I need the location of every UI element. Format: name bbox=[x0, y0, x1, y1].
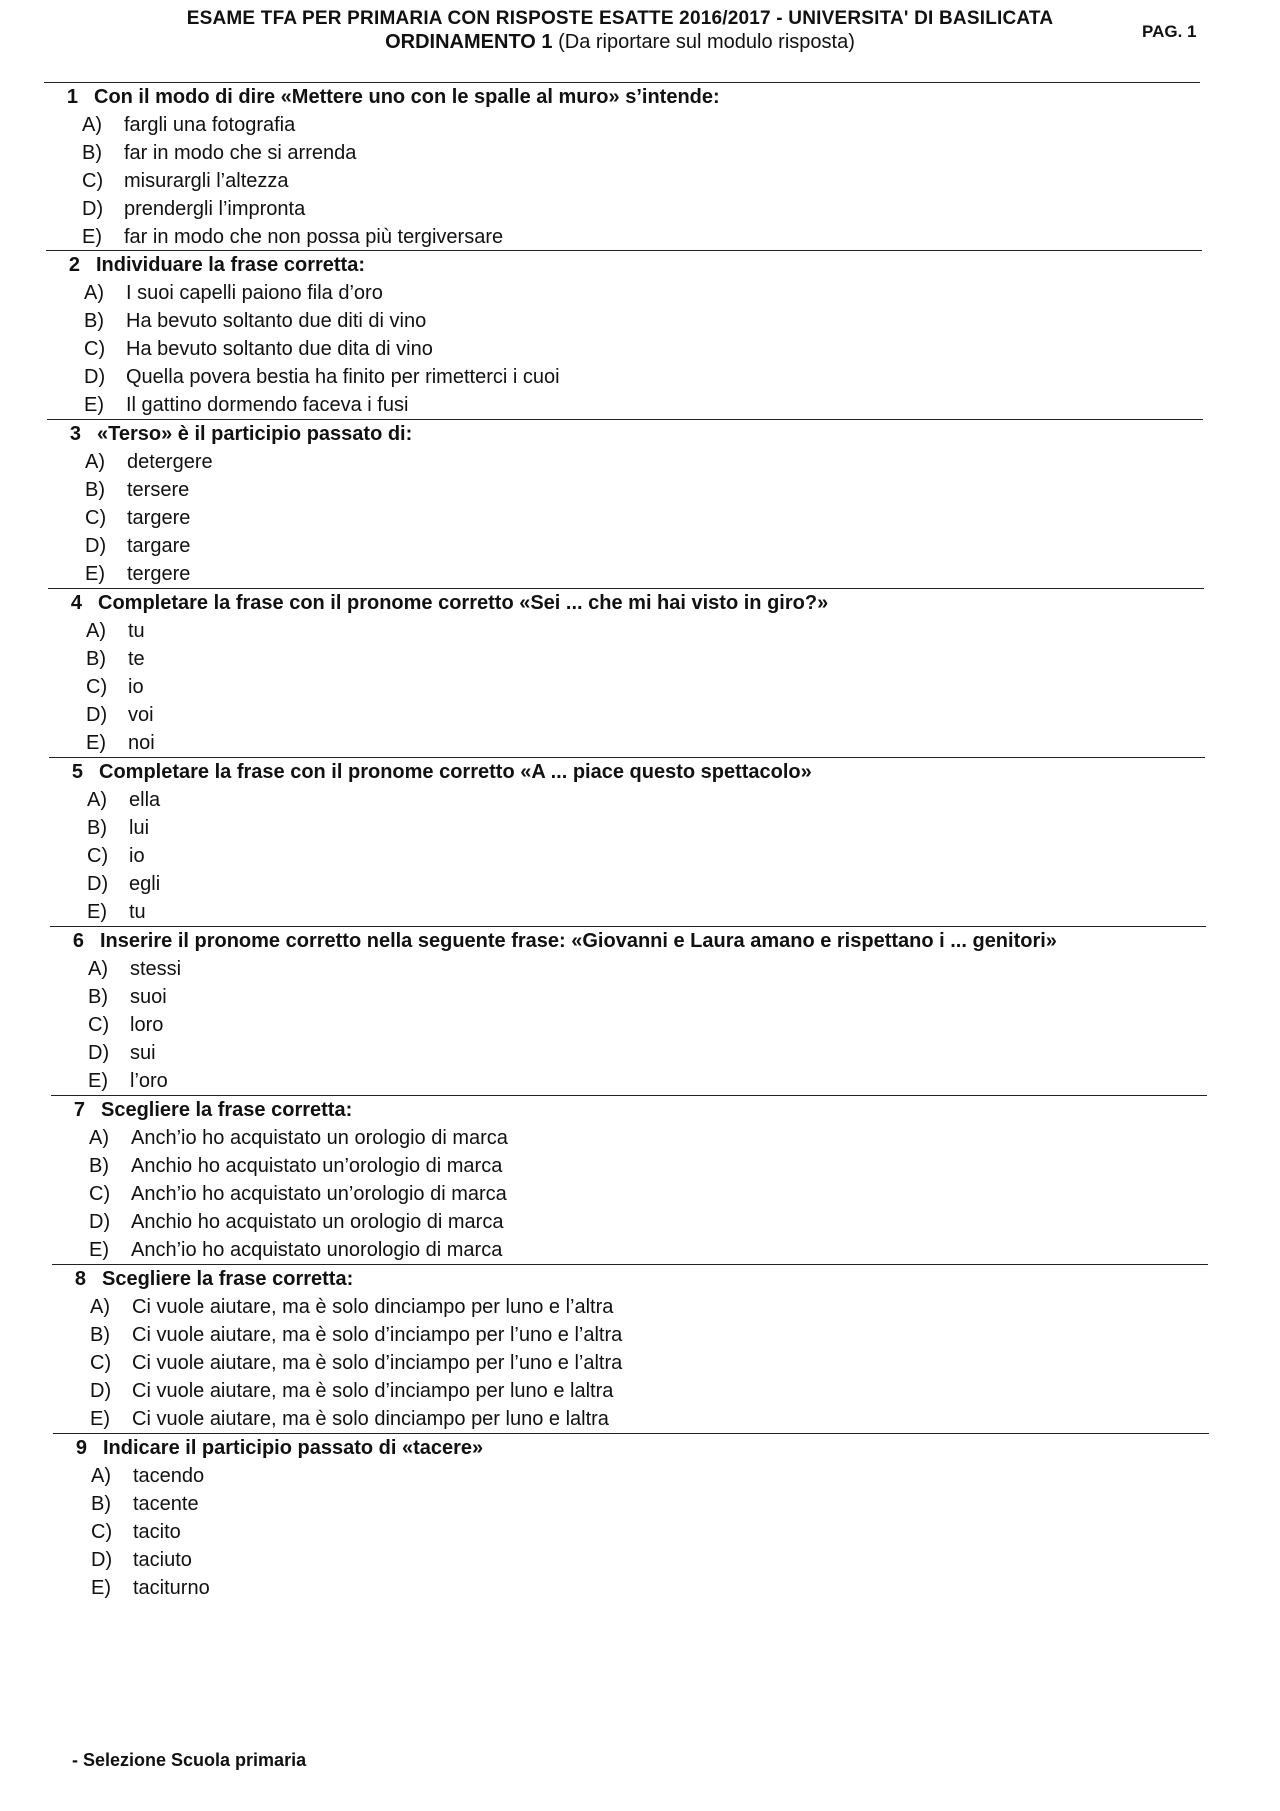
option-letter: D) bbox=[90, 1380, 112, 1402]
option-d bbox=[46, 363, 1202, 391]
option-text: Ha bevuto soltanto due diti di vino bbox=[126, 310, 427, 332]
option-d bbox=[47, 532, 1203, 560]
option-a bbox=[44, 111, 1200, 139]
option-text: io bbox=[129, 845, 145, 867]
page-number: PAG. 1 bbox=[1142, 22, 1197, 41]
option-c bbox=[50, 1011, 1206, 1039]
options-list bbox=[48, 617, 1204, 757]
option-d bbox=[52, 1377, 1208, 1405]
option-c bbox=[49, 842, 1205, 870]
option-text: Anchio ho acquistato un orologio di marca bbox=[131, 1211, 504, 1233]
option-text: Anch’io ho acquistato un’orologio di marca bbox=[131, 1183, 507, 1205]
option-d bbox=[48, 701, 1204, 729]
question-7 bbox=[51, 1095, 1207, 1264]
option-letter: B) bbox=[85, 479, 105, 501]
question-text: Individuare la frase corretta: bbox=[96, 254, 365, 276]
option-text: tu bbox=[129, 901, 146, 923]
question-number: 5 bbox=[71, 761, 83, 783]
option-a bbox=[51, 1124, 1207, 1152]
question-3 bbox=[47, 419, 1203, 588]
question-text: Indicare il participio passato di «tacere» bbox=[103, 1437, 484, 1459]
question-number: 8 bbox=[74, 1268, 86, 1290]
question-heading bbox=[53, 1434, 1209, 1462]
question-heading bbox=[46, 251, 1202, 279]
option-text: Quella povera bestia ha finito per rimetterci i cuoi bbox=[126, 366, 560, 388]
option-c bbox=[44, 167, 1200, 195]
option-b bbox=[51, 1152, 1207, 1180]
option-text: lui bbox=[129, 817, 150, 839]
option-e bbox=[50, 1067, 1206, 1095]
option-c bbox=[53, 1518, 1209, 1546]
options-list bbox=[53, 1462, 1209, 1602]
question-number: 9 bbox=[75, 1437, 87, 1459]
question-number: 2 bbox=[68, 254, 80, 276]
option-letter: D) bbox=[89, 1211, 111, 1233]
option-letter: B) bbox=[91, 1493, 111, 1515]
option-e bbox=[53, 1574, 1209, 1602]
option-text: te bbox=[128, 648, 145, 670]
question-number: 4 bbox=[70, 592, 82, 614]
option-letter: D) bbox=[91, 1549, 113, 1571]
question-number: 7 bbox=[73, 1099, 85, 1121]
option-letter: D) bbox=[85, 535, 107, 557]
option-e bbox=[52, 1405, 1208, 1433]
option-letter: E) bbox=[89, 1239, 109, 1261]
option-letter: B) bbox=[86, 648, 106, 670]
option-text: detergere bbox=[127, 451, 213, 473]
option-letter: A) bbox=[89, 1127, 109, 1149]
option-e bbox=[44, 223, 1200, 251]
option-text: Ci vuole aiutare, ma è solo d’inciampo per l’uno e l’altra bbox=[132, 1324, 623, 1346]
question-heading bbox=[51, 1096, 1207, 1124]
option-letter: E) bbox=[91, 1577, 111, 1599]
option-text: l’oro bbox=[130, 1070, 168, 1092]
option-text: noi bbox=[128, 732, 155, 754]
options-list bbox=[50, 955, 1206, 1095]
question-9 bbox=[53, 1433, 1209, 1602]
option-letter: A) bbox=[84, 282, 104, 304]
option-text: Anchio ho acquistato un’orologio di marca bbox=[131, 1155, 503, 1177]
option-letter: A) bbox=[88, 958, 108, 980]
options-list bbox=[44, 111, 1200, 251]
option-letter: E) bbox=[85, 563, 105, 585]
option-text: stessi bbox=[130, 958, 182, 980]
option-letter: E) bbox=[88, 1070, 108, 1092]
option-letter: C) bbox=[90, 1352, 112, 1374]
option-letter: B) bbox=[89, 1155, 109, 1177]
option-letter: B) bbox=[84, 310, 104, 332]
option-letter: E) bbox=[84, 394, 104, 416]
option-d bbox=[49, 870, 1205, 898]
option-e bbox=[48, 729, 1204, 757]
question-number: 6 bbox=[72, 930, 84, 952]
option-letter: A) bbox=[87, 789, 107, 811]
option-a bbox=[52, 1293, 1208, 1321]
subtitle-bold: ORDINAMENTO 1 bbox=[385, 31, 553, 53]
question-text: Completare la frase con il pronome corretto «Sei ... che mi hai visto in giro?» bbox=[98, 592, 829, 614]
page-header bbox=[120, 8, 1120, 54]
question-heading bbox=[52, 1265, 1208, 1293]
option-letter: B) bbox=[82, 142, 102, 164]
option-text: ella bbox=[129, 789, 161, 811]
option-letter: C) bbox=[87, 845, 109, 867]
option-text: Anch’io ho acquistato un orologio di marca bbox=[131, 1127, 508, 1149]
option-letter: E) bbox=[87, 901, 107, 923]
option-text: taciuto bbox=[133, 1549, 192, 1571]
option-text: Anch’io ho acquistato unorologio di marca bbox=[131, 1239, 503, 1261]
option-letter: A) bbox=[90, 1296, 110, 1318]
document-title: ESAME TFA PER PRIMARIA CON RISPOSTE ESATTE 2016/2017 - UNIVERSITA' DI BASILICATA bbox=[186, 8, 1054, 29]
option-letter: A) bbox=[85, 451, 105, 473]
option-text: fargli una fotografia bbox=[124, 114, 296, 136]
option-d bbox=[50, 1039, 1206, 1067]
option-letter: C) bbox=[89, 1183, 111, 1205]
question-text: Completare la frase con il pronome corretto «A ... piace questo spettacolo» bbox=[99, 761, 812, 783]
option-text: Il gattino dormendo faceva i fusi bbox=[126, 394, 409, 416]
option-b bbox=[44, 139, 1200, 167]
option-letter: D) bbox=[86, 704, 108, 726]
option-text: taciturno bbox=[133, 1577, 210, 1599]
option-letter: C) bbox=[86, 676, 108, 698]
question-heading bbox=[47, 420, 1203, 448]
question-1 bbox=[44, 82, 1200, 251]
option-letter: B) bbox=[88, 986, 108, 1008]
option-text: far in modo che non possa più tergiversare bbox=[124, 226, 504, 248]
option-c bbox=[46, 335, 1202, 363]
option-text: tersere bbox=[127, 479, 190, 501]
option-text: Ci vuole aiutare, ma è solo d’inciampo per l’uno e l’altra bbox=[132, 1352, 623, 1374]
options-list bbox=[52, 1293, 1208, 1433]
question-2 bbox=[46, 250, 1202, 419]
option-text: sui bbox=[130, 1042, 156, 1064]
option-text: io bbox=[128, 676, 144, 698]
question-text: Inserire il pronome corretto nella seguente frase: «Giovanni e Laura amano e rispettano i ... genitori» bbox=[100, 930, 1057, 952]
question-4 bbox=[48, 588, 1204, 757]
option-letter: A) bbox=[86, 620, 106, 642]
option-a bbox=[49, 786, 1205, 814]
option-c bbox=[52, 1349, 1208, 1377]
option-text: prendergli l’impronta bbox=[124, 198, 306, 220]
option-b bbox=[47, 476, 1203, 504]
option-a bbox=[53, 1462, 1209, 1490]
option-text: far in modo che si arrenda bbox=[124, 142, 357, 164]
option-b bbox=[46, 307, 1202, 335]
option-letter: C) bbox=[85, 507, 107, 529]
question-heading bbox=[50, 927, 1206, 955]
options-list bbox=[51, 1124, 1207, 1264]
option-e bbox=[47, 560, 1203, 588]
option-text: voi bbox=[128, 704, 154, 726]
option-letter: C) bbox=[88, 1014, 110, 1036]
option-text: tacente bbox=[133, 1493, 199, 1515]
option-b bbox=[48, 645, 1204, 673]
option-c bbox=[51, 1180, 1207, 1208]
option-c bbox=[47, 504, 1203, 532]
option-text: egli bbox=[129, 873, 161, 895]
option-text: suoi bbox=[130, 986, 167, 1008]
question-heading bbox=[44, 83, 1200, 111]
option-text: tu bbox=[128, 620, 145, 642]
option-text: tacendo bbox=[133, 1465, 205, 1487]
option-text: I suoi capelli paiono fila d’oro bbox=[126, 282, 383, 304]
option-b bbox=[53, 1490, 1209, 1518]
option-letter: C) bbox=[82, 170, 104, 192]
option-a bbox=[46, 279, 1202, 307]
page-footer: - Selezione Scuola primaria bbox=[72, 1750, 307, 1770]
document-subtitle bbox=[120, 30, 1120, 54]
option-b bbox=[50, 983, 1206, 1011]
option-a bbox=[48, 617, 1204, 645]
option-a bbox=[47, 448, 1203, 476]
option-text: targere bbox=[127, 507, 191, 529]
option-letter: D) bbox=[84, 366, 106, 388]
option-d bbox=[51, 1208, 1207, 1236]
option-text: misurargli l’altezza bbox=[124, 170, 289, 192]
option-text: tergere bbox=[127, 563, 191, 585]
options-list bbox=[47, 448, 1203, 588]
option-letter: B) bbox=[87, 817, 107, 839]
option-text: targare bbox=[127, 535, 191, 557]
option-letter: A) bbox=[91, 1465, 111, 1487]
option-letter: E) bbox=[82, 226, 102, 248]
option-b bbox=[49, 814, 1205, 842]
question-8 bbox=[52, 1264, 1208, 1433]
question-text: Con il modo di dire «Mettere uno con le spalle al muro» s’intende: bbox=[94, 86, 720, 108]
option-letter: D) bbox=[88, 1042, 110, 1064]
option-text: tacito bbox=[133, 1521, 181, 1543]
option-letter: B) bbox=[90, 1324, 110, 1346]
question-heading bbox=[49, 758, 1205, 786]
option-letter: C) bbox=[91, 1521, 113, 1543]
option-d bbox=[53, 1546, 1209, 1574]
question-6 bbox=[50, 926, 1206, 1095]
option-e bbox=[51, 1236, 1207, 1264]
option-letter: E) bbox=[90, 1408, 110, 1430]
question-5 bbox=[49, 757, 1205, 926]
option-letter: E) bbox=[86, 732, 106, 754]
question-text: Scegliere la frase corretta: bbox=[101, 1099, 353, 1121]
option-text: Ci vuole aiutare, ma è solo d’inciampo per luno e laltra bbox=[132, 1380, 614, 1402]
options-list bbox=[49, 786, 1205, 926]
question-heading bbox=[48, 589, 1204, 617]
option-text: Ci vuole aiutare, ma è solo dinciampo per luno e l’altra bbox=[132, 1296, 614, 1318]
option-letter: D) bbox=[87, 873, 109, 895]
option-b bbox=[52, 1321, 1208, 1349]
option-a bbox=[50, 955, 1206, 983]
option-d bbox=[44, 195, 1200, 223]
question-number: 3 bbox=[69, 423, 81, 445]
option-letter: A) bbox=[82, 114, 102, 136]
option-text: loro bbox=[130, 1014, 164, 1036]
option-text: Ha bevuto soltanto due dita di vino bbox=[126, 338, 433, 360]
option-text: Ci vuole aiutare, ma è solo dinciampo per luno e laltra bbox=[132, 1408, 609, 1430]
subtitle-rest: (Da riportare sul modulo risposta) bbox=[552, 31, 855, 53]
options-list bbox=[46, 279, 1202, 419]
question-number: 1 bbox=[66, 86, 78, 108]
option-c bbox=[48, 673, 1204, 701]
question-text: Scegliere la frase corretta: bbox=[102, 1268, 354, 1290]
option-letter: D) bbox=[82, 198, 104, 220]
option-letter: C) bbox=[84, 338, 106, 360]
question-text: «Terso» è il participio passato di: bbox=[97, 423, 413, 445]
option-e bbox=[49, 898, 1205, 926]
option-e bbox=[46, 391, 1202, 419]
